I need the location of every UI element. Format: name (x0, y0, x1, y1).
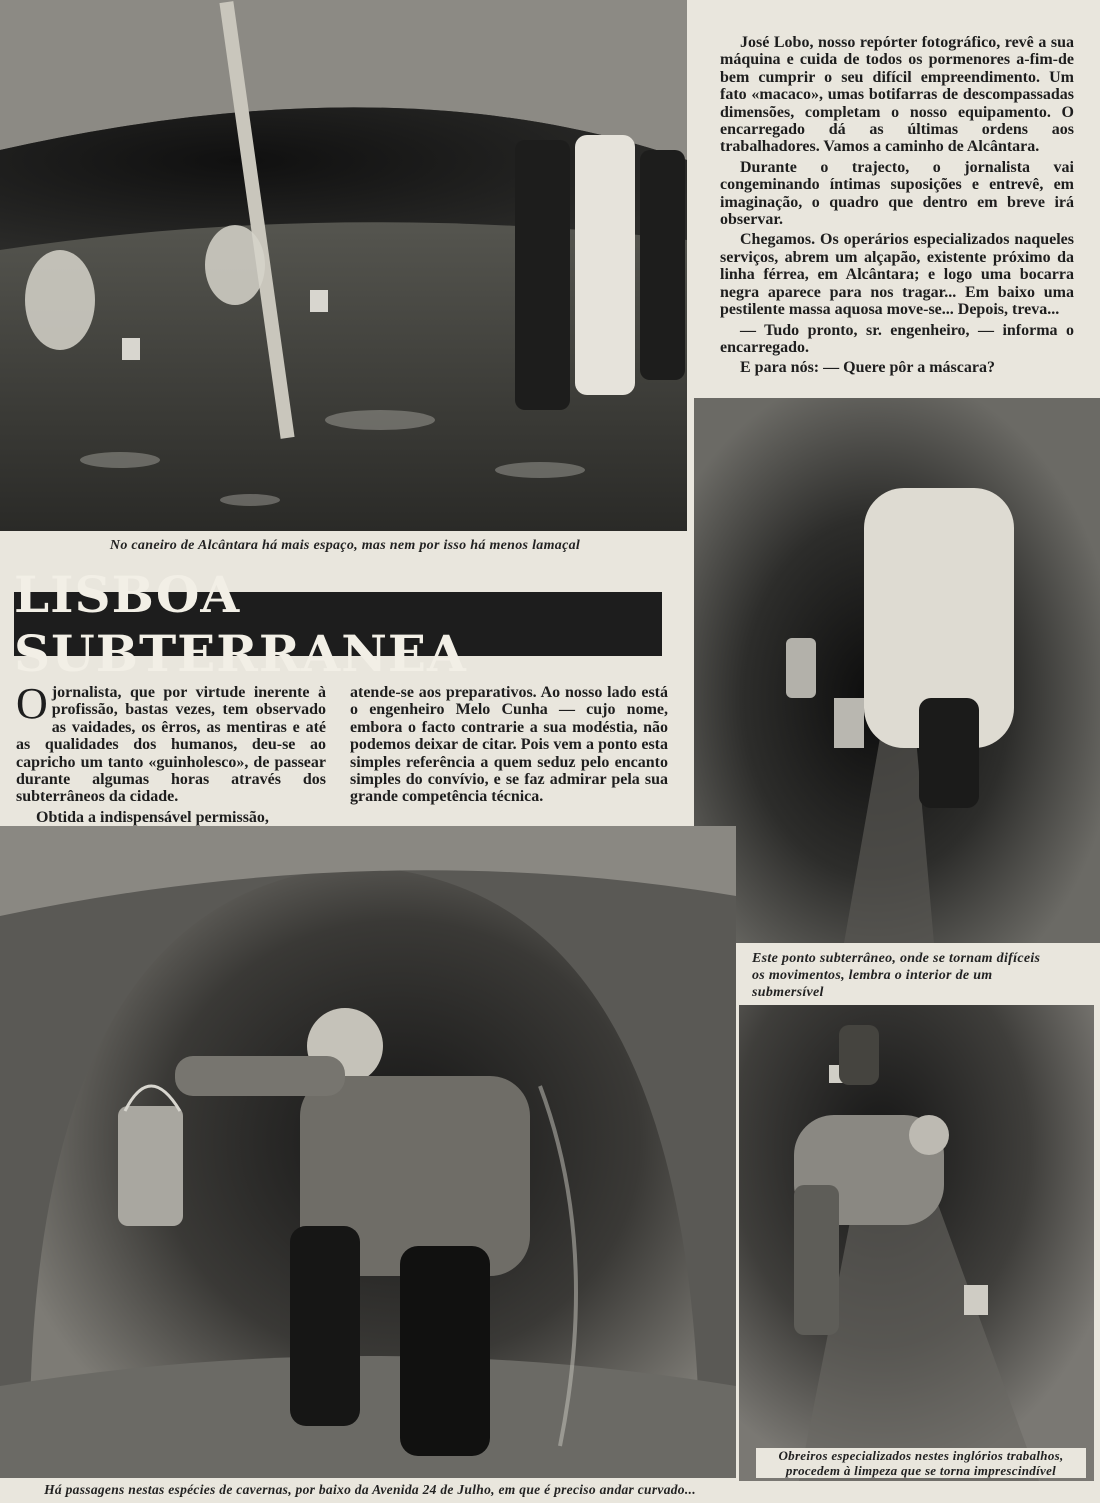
article-title: LISBOA SUBTERRANEA (14, 592, 662, 656)
photo-caverna-avenida (0, 826, 736, 1478)
caption-right-middle: Este ponto subterrâneo, onde se tornam difíceis os movimentos, lembra o interior de um submersível (752, 951, 1041, 1000)
article-intro-column-1 (16, 679, 326, 829)
article-intro-column-2 (350, 684, 668, 809)
paragraph: Ojornalista, que por virtude inerente à profissão, bastas vezes, tem observado as vaidades, os êrros, as mentiras e até as qualidades dos humanos, deu-se ao capricho um tanto «guinholesco», de passear durante algumas horas através dos subterrâneos da cidade. (16, 679, 326, 806)
caption-bottom-right-visible: Obreiros especializados nestes inglórios trabalhos, procedem à limpeza que se torna imprescindível (756, 1448, 1086, 1478)
drop-cap: O (16, 679, 48, 728)
photo-submersivel-tunnel (694, 398, 1100, 943)
paragraph: — Tudo pronto, sr. engenheiro, — informa o encarregado. (720, 321, 1074, 356)
caption-bottom-left: Há passagens nestas espécies de cavernas, por baixo da Avenida 24 de Julho, em que é preciso andar curvado... (44, 1482, 696, 1497)
paragraph: Obtida a indispensável permissão, (36, 808, 269, 826)
paragraph: E para nós: — Quere pôr a máscara? (740, 359, 995, 377)
paragraph: José Lobo, nosso repórter fotográfico, revê a sua máquina e cuida de todos os pormenores a-fim-de bem cumprir o seu difícil empreendimento. Um fato «macaco», umas botifarras de descompassadas dimensões, completam o nosso equipamento. O encarregado dá as últimas ordens aos trabalhadores. Vamos a caminho de Alcântara. (720, 34, 1074, 156)
article-text-right-column (720, 34, 1074, 380)
paragraph: Durante o trajecto, o jornalista vai congeminando íntimas suposições e entrevê, em imaginação, o quadro que dentro em breve irá observar. (720, 158, 1074, 229)
paragraph: Chegamos. Os operários especializados naqueles serviços, abrem um alçapão, existente próximo da linha férrea, em Alcântara; e logo uma bocarra negra aparece para nos tragar... Em baixo uma pestilente massa aquosa move-se... Depois, treva... (720, 231, 1074, 319)
caption-top: No caneiro de Alcântara há mais espaço, mas nem por isso há menos lamaçal (109, 538, 581, 553)
photo-obreiros-limpeza (739, 1005, 1094, 1481)
photo-caneiro-alcantara (0, 0, 687, 531)
paragraph: atende-se aos preparativos. Ao nosso lado está o engenheiro Melo Cunha — cujo nome, embora o facto contrarie a sua modéstia, não podemos deixar de citar. Pois vem a ponto esta simples referência a quem seduz pelo encanto simples do convívio, e se faz admirar pela sua grande competência técnica. (350, 684, 668, 806)
